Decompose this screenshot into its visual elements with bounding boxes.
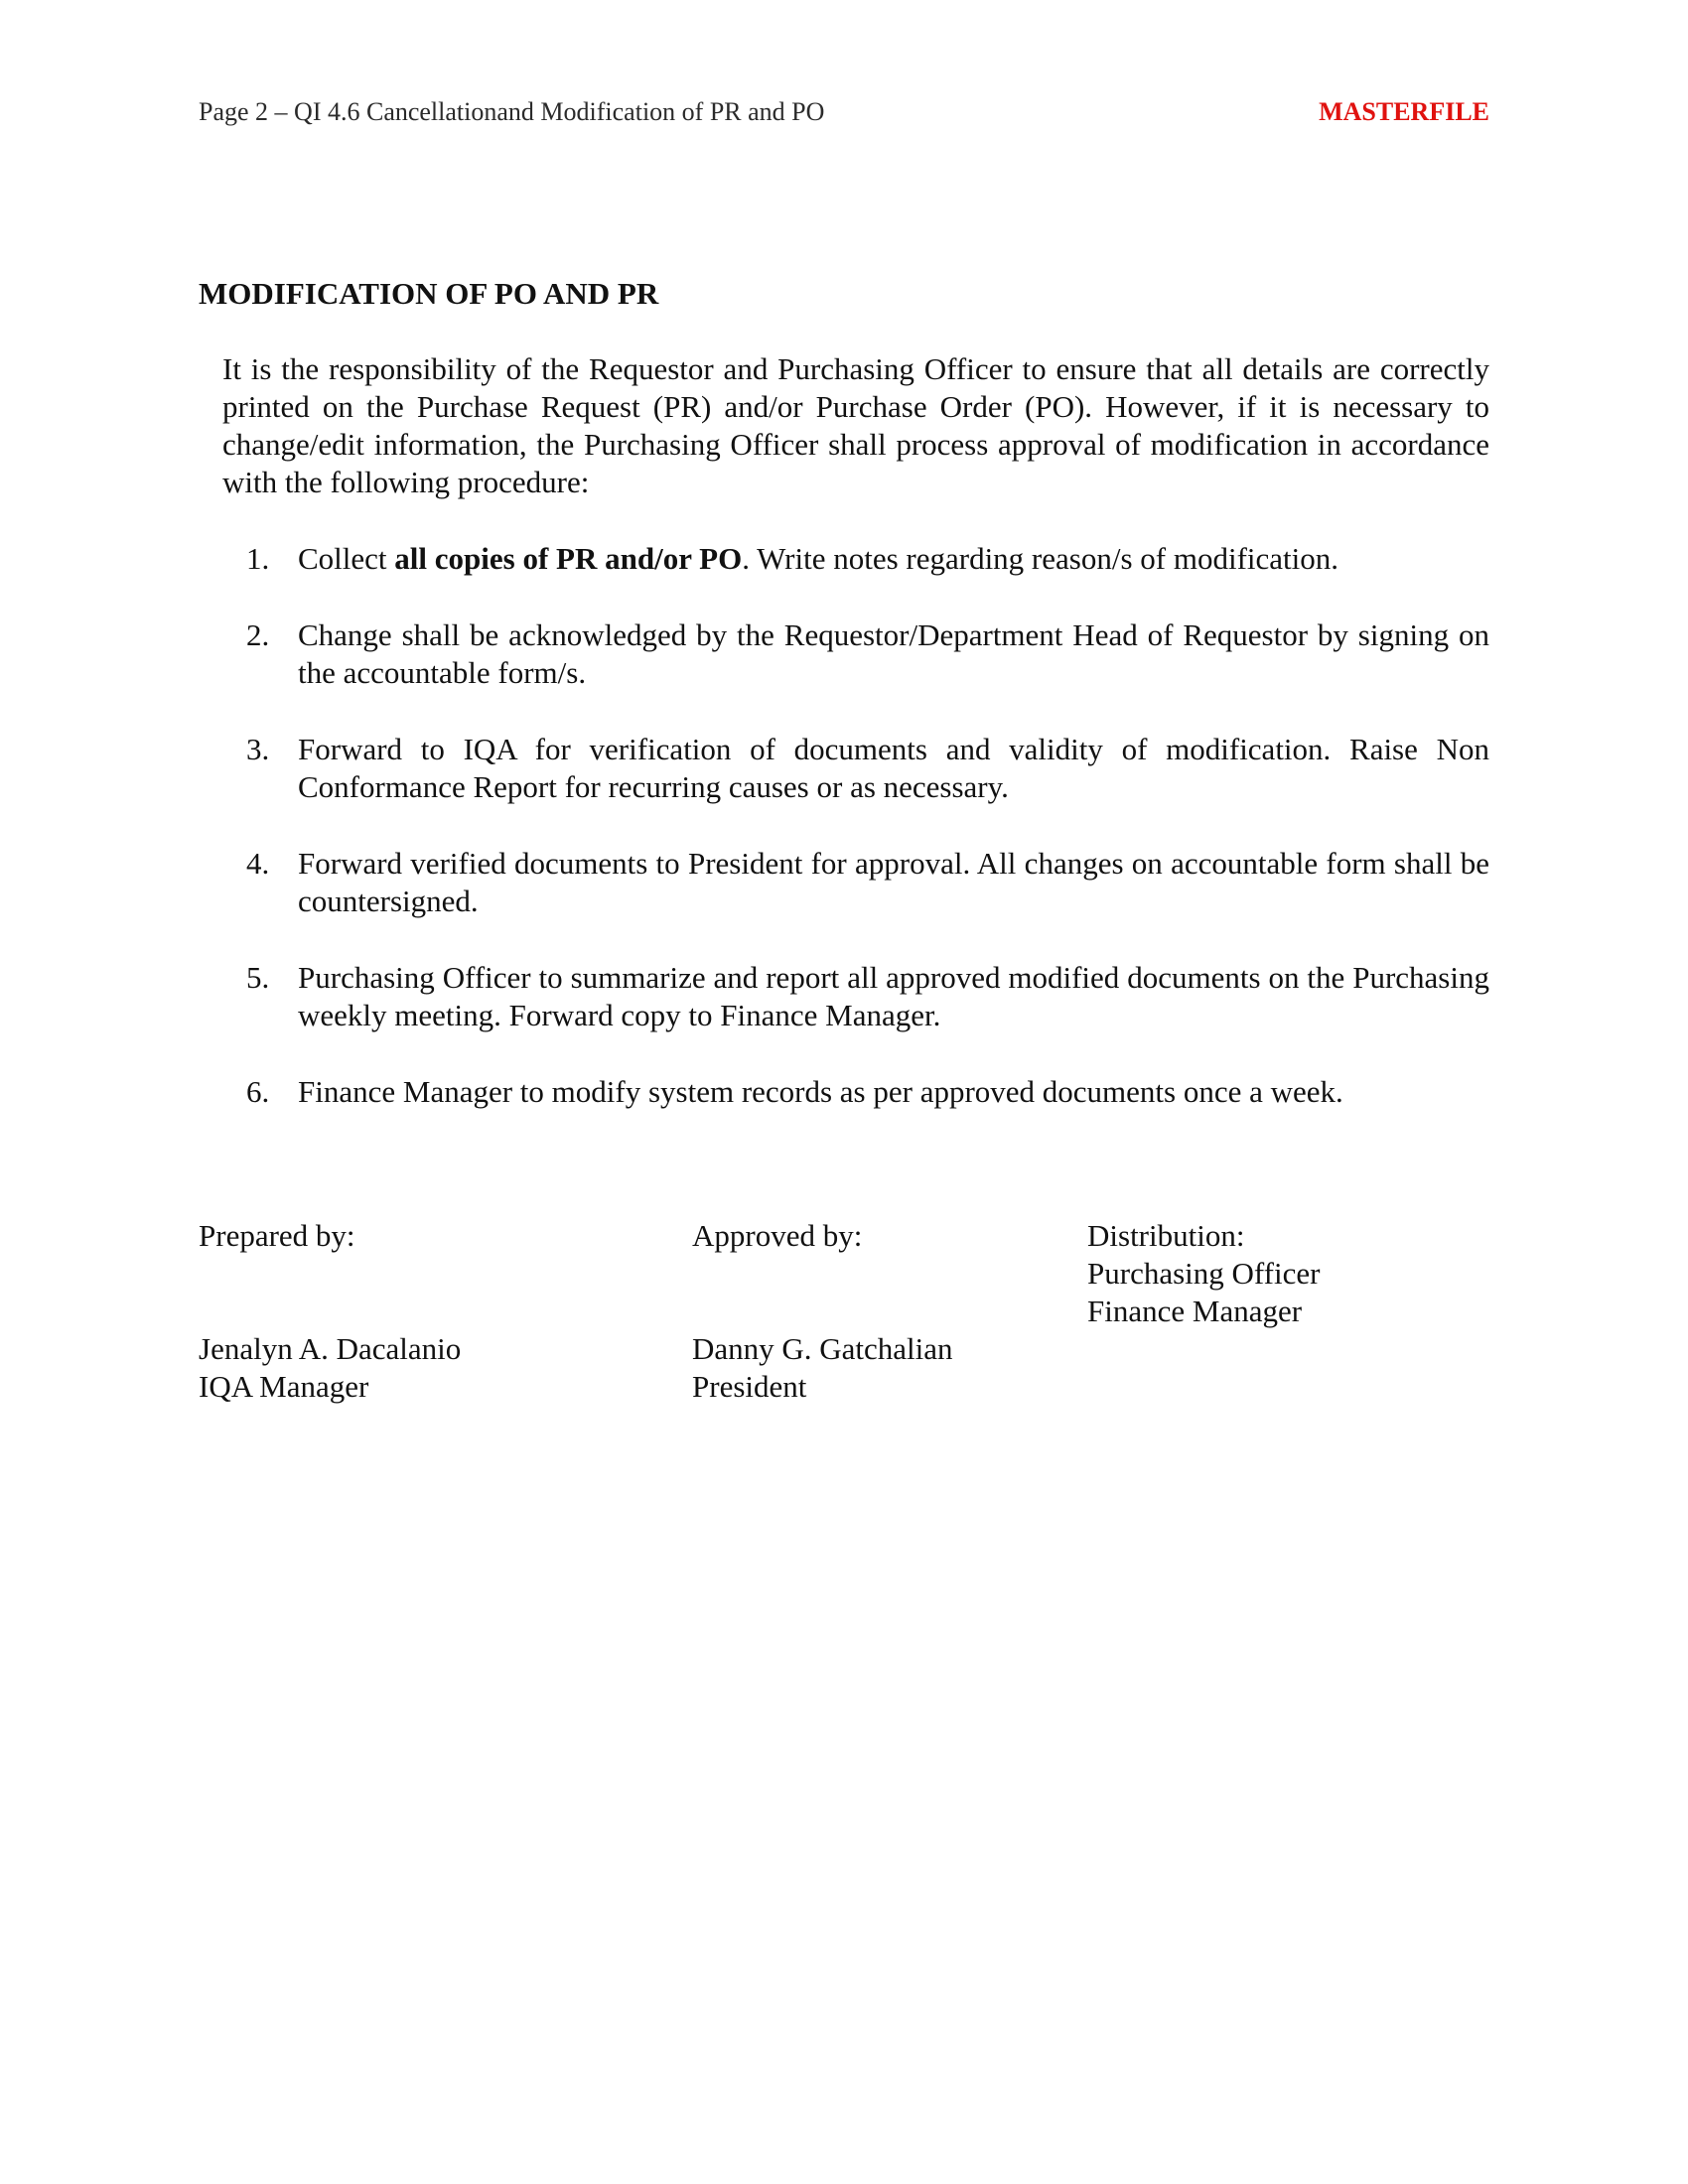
step-number: 2.: [246, 617, 270, 652]
prepared-by-title: IQA Manager: [199, 1369, 369, 1404]
header-page-title: Page 2 – QI 4.6 Cancellationand Modification of PR and PO: [199, 97, 825, 126]
step-text: Forward to IQA for verification of documents and validity of modification. Raise Non Conformance Report for recurring causes or as necessary.: [298, 732, 1489, 804]
step-number: 1.: [246, 541, 270, 576]
procedure-step-6: [222, 1073, 1489, 1111]
procedure-step-5: [222, 959, 1489, 1034]
distribution-recipient: Purchasing Officer: [1087, 1256, 1321, 1291]
step-number: 6.: [246, 1074, 270, 1109]
procedure-step-2: [222, 616, 1489, 692]
distribution-label: Distribution:: [1087, 1218, 1245, 1253]
distribution-recipient: Finance Manager: [1087, 1294, 1303, 1328]
step-text-tail: . Write notes regarding reason/s of modification.: [742, 541, 1338, 576]
prepared-by-label-block: [199, 1217, 355, 1255]
step-text: Forward verified documents to President for approval. All changes on accountable form shall be countersigned.: [298, 846, 1489, 918]
step-text-emphasis: all copies of PR and/or PO: [394, 541, 743, 576]
step-number: 3.: [246, 732, 270, 766]
step-text: Change shall be acknowledged by the Requestor/Department Head of Requestor by signing on the accountable form/s.: [298, 617, 1489, 690]
procedure-step-1: [222, 540, 1489, 578]
step-number: 5.: [246, 960, 270, 995]
approved-by-label: Approved by:: [692, 1218, 863, 1253]
approved-by-title: President: [692, 1369, 807, 1404]
step-text-lead: Collect: [298, 541, 395, 576]
prepared-by-label: Prepared by:: [199, 1218, 355, 1253]
masterfile-stamp: MASTERFILE: [1319, 97, 1489, 126]
procedure-step-4: [222, 845, 1489, 920]
page-header: [199, 97, 1489, 137]
procedure-step-3: [222, 731, 1489, 806]
prepared-by-name: Jenalyn A. Dacalanio: [199, 1331, 462, 1366]
intro-paragraph: It is the responsibility of the Requestor and Purchasing Officer to ensure that all details are correctly printed on the Purchase Request (PR) and/or Purchase Order (PO). However, if it is necessary to change/edit information, the Purchasing Officer shall process approval of modification in accordance with the following procedure:: [222, 351, 1489, 499]
step-number: 4.: [246, 846, 270, 881]
step-text: Finance Manager to modify system records as per approved documents once a week.: [298, 1074, 1343, 1109]
prepared-by-signatory: [199, 1330, 461, 1406]
section-heading: MODIFICATION OF PO AND PR: [199, 276, 659, 311]
procedure-list: [222, 540, 1489, 1150]
step-text: [298, 541, 1338, 576]
approved-by-name: Danny G. Gatchalian: [692, 1331, 953, 1366]
approved-by-signatory: [692, 1330, 953, 1406]
step-text: Purchasing Officer to summarize and report all approved modified documents on the Purchasing weekly meeting. Forward copy to Finance Manager.: [298, 960, 1489, 1032]
approved-by-label-block: [692, 1217, 862, 1255]
distribution-block: [1087, 1217, 1320, 1330]
